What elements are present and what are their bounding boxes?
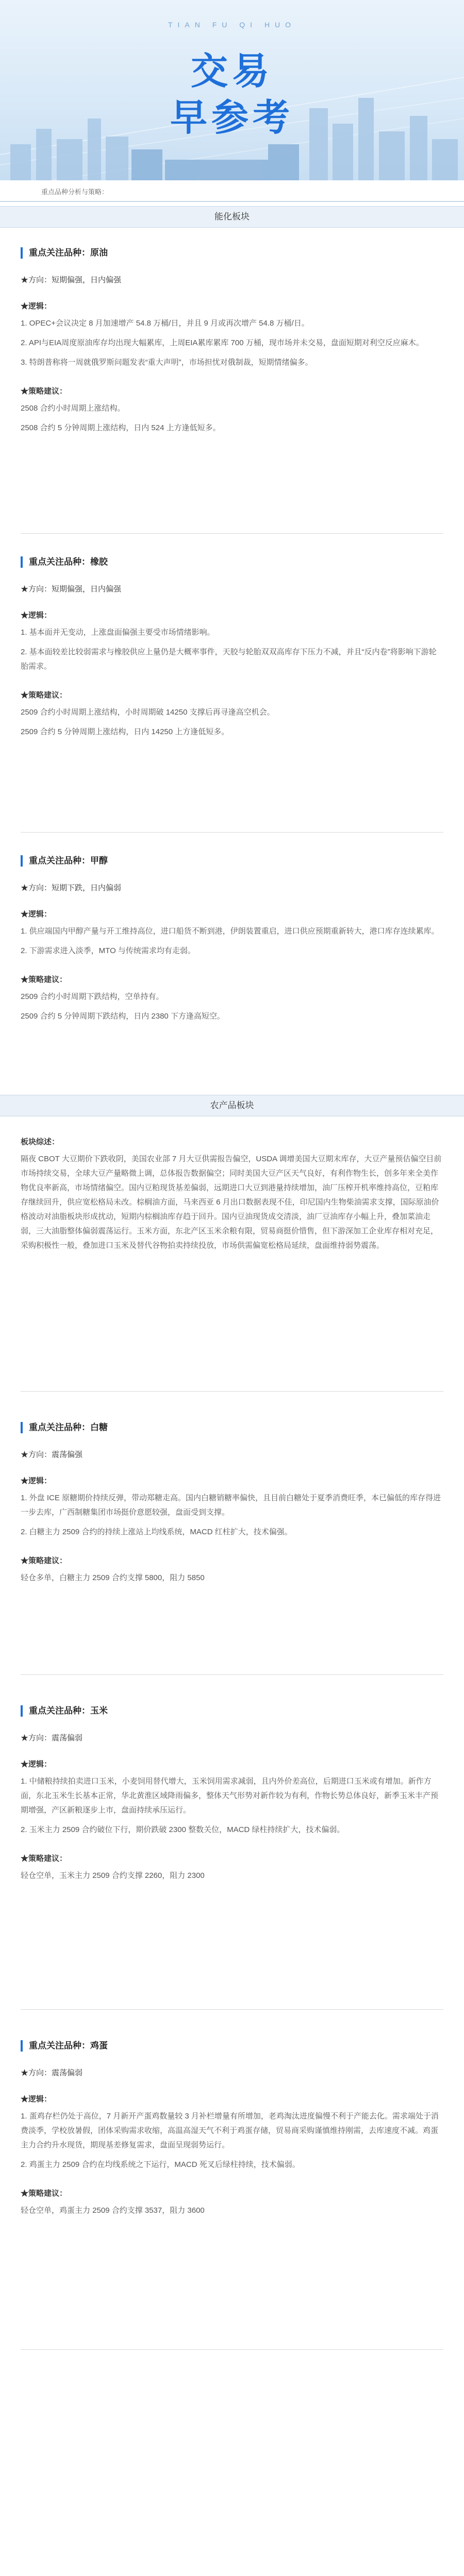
rubber-logic-label: ★逻辑： [21,611,52,620]
egg-logic-1: 1. 蛋鸡存栏仍处于高位，7 月新开产蛋鸡数量较 3 月补栏增量有所增加，老鸡淘汰进度偏慢不利于产能去化。需求端处于消费淡季，学校放暑假，团体采购需求收缩，高温高湿天气不利于鸡蛋存储，贸易商采购谨慎维持刚需，去库速度不减。鸡蛋主力合约升水现货，期现基差修复需求，盘面呈现弱势运行。 [21,2112,439,2149]
sugar-logic-label: ★逻辑： [21,1477,52,1485]
sugar-direction: ★方向：震荡偏强 [21,1450,83,1459]
separator [21,1391,443,1392]
sugar-head: 重点关注品种：白糖 [21,1422,443,1433]
top-divider [0,201,464,202]
rubber-strategy-2: 2509 合约 5 分钟周期上涨结构，日内 14250 上方逢低短多。 [21,727,229,736]
egg-head: 重点关注品种：鸡蛋 [21,2040,443,2052]
crude-card [21,247,443,435]
top-note: 重点品种分析与策略： [41,188,109,196]
agri-overview-head: 板块综述： [21,1138,60,1146]
methanol-strategy-2: 2509 合约 5 分钟周期下跌结构，日内 2380 下方逢高短空。 [21,1012,225,1021]
egg-direction: ★方向：震荡偏弱 [21,2069,83,2077]
methanol-head: 重点关注品种：甲醇 [21,855,443,867]
egg-logic-2: 2. 鸡蛋主力 2509 合约在均线系统之下运行，MACD 死叉后绿柱持续，技术偏弱。 [21,2160,300,2169]
separator [21,2349,443,2350]
banner-subtitle: TIAN FU QI HUO [168,21,296,29]
corn-direction: ★方向：震荡偏弱 [21,1734,83,1742]
sugar-card [21,1422,443,1585]
methanol-logic-1: 1. 供应端国内甲醇产量与开工维持高位，进口船货不断到港，伊朗装置重启，进口供应预期重新转大，港口库存连续累库。 [21,927,439,936]
egg-logic-label: ★逻辑： [21,2095,52,2104]
crude-strategy-1: 2508 合约小时周期上涨结构。 [21,404,125,413]
section-energy: 能化板块 [0,206,464,228]
banner-title-main: 交易 [190,51,273,92]
methanol-logic-2: 2. 下游需求进入淡季，MTO 与传统需求均有走弱。 [21,946,195,955]
egg-strategy-1: 轻仓空单，鸡蛋主力 2509 合约支撑 3537，阻力 3600 [21,2206,205,2215]
methanol-strategy-label: ★策略建议： [21,975,68,984]
rubber-strategy-1: 2509 合约小时周期上涨结构，小时周期破 14250 支撑后再寻逢高空机会。 [21,708,275,717]
crude-logic-2: 2. API与EIA周度原油库存均出现大幅累库，上周EIA累库累库 700 万桶，现市场并未交易，盘面短期对利空反应麻木。 [21,338,424,347]
egg-strategy-label: ★策略建议： [21,2189,68,2198]
city-skyline-icon [0,88,464,180]
crude-logic-1: 1. OPEC+会议决定 8 月加速增产 54.8 万桶/日，并且 9 月或再次增产 54.8 万桶/日。 [21,319,309,328]
corn-strategy-label: ★策略建议： [21,1854,68,1863]
sugar-logic-2: 2. 白糖主力 2509 合约的持续上涨站上均线系统，MACD 红柱扩大，技术偏强。 [21,1528,292,1536]
corn-head: 重点关注品种：玉米 [21,1705,443,1717]
rubber-card [21,556,443,739]
sugar-strategy-1: 轻仓多单，白糖主力 2509 合约支撑 5800，阻力 5850 [21,1573,205,1582]
separator [21,832,443,833]
sugar-logic-1: 1. 外盘 ICE 原糖期价持续反弹，带动郑糖走高。国内白糖销糖率偏快，且目前白糖处于夏季消费旺季，本已偏低的库存得进一步去库，广西制糖集团市场挺价意愿较强，盘面受到支撑。 [21,1494,441,1517]
egg-card [21,2040,443,2218]
crude-strategy-label: ★策略建议： [21,387,68,396]
crude-strategy-2: 2508 合约 5 分钟周期上涨结构，日内 524 上方逢低短多。 [21,423,221,432]
corn-logic-2: 2. 玉米主力 2509 合约破位下行，期价跌破 2300 整数关位，MACD 绿柱持续扩大，技术偏弱。 [21,1825,345,1834]
corn-logic-label: ★逻辑： [21,1760,52,1769]
methanol-logic-label: ★逻辑： [21,910,52,919]
methanol-direction: ★方向：短期下跌，日内偏弱 [21,884,122,892]
separator [21,1674,443,1675]
rubber-strategy-label: ★策略建议： [21,691,68,700]
banner-title-secondary: 早参考 [170,97,294,139]
corn-strategy-1: 轻仓空单，玉米主力 2509 合约支撑 2260，阻力 2300 [21,1871,205,1880]
agri-overview-card [21,1136,443,1253]
methanol-card [21,855,443,1024]
crude-logic-3: 3. 特朗普称将一周就俄罗斯问题发表“重大声明”，市场担忧对俄制裁，短期情绪偏多。 [21,358,313,367]
sugar-strategy-label: ★策略建议： [21,1556,68,1565]
rubber-logic-2: 2. 基本面较差比较弱需求与橡胶供应上量仍是大概率事件，天胶与轮胎双双高库存下压力不减，并且“反内卷”将影响下游轮胎需求。 [21,648,437,671]
separator [21,2009,443,2010]
section-agri: 农产品板块 [0,1095,464,1116]
crude-logic-label: ★逻辑： [21,302,52,311]
corn-logic-1: 1. 中储粮持续拍卖进口玉米，小麦饲用替代增大，玉米饲用需求减弱，且内外价差高位，后期进口玉米或有增加。新作方面，东北玉米生长基本正常，华北黄淮区域降雨偏多，整体天气形势对新作较为有利，作物长势总体良好，新季玉米丰产预期增强，产区新粮逐步上市，盘面持续承压运行。 [21,1777,439,1815]
rubber-head: 重点关注品种：橡胶 [21,556,443,568]
separator [21,533,443,534]
methanol-strategy-1: 2509 合约小时周期下跌结构，空单持有。 [21,992,164,1001]
crude-direction: ★方向：短期偏强，日内偏强 [21,276,122,284]
rubber-logic-1: 1. 基本面并无变动，上涨盘面偏强主要受市场情绪影响。 [21,628,215,637]
agri-overview-text: 隔夜 CBOT 大豆期价下跌收阴，美国农业部 7 月大豆供需报告偏空，USDA 调增美国大豆期末库存，大豆产量预估偏空目前市场持续交易，全球大豆产量略微上调，总体报告数据偏空；同时美国大豆产区天气良好，有利作物生长，创多年来全美作物优良率新高，市场情绪偏空。国内豆粕现货基差偏弱，远期进口大豆到港量持续增加，油厂压榨开机率维持高位，豆粕库存继续回升，供应宽松格局未改。棕榈油方面，马来西亚 6 月出口数据表现不佳，印尼国内生物柴油需求支撑，国际原油价格波动对油脂板块形成扰动，短期内棕榈油库存趋于回升。国内豆油现货成交清淡，油厂豆油库存小幅上升，叠加菜油走弱，三大油脂整体偏弱震荡运行。玉米方面，东北产区玉米余粮有限，贸易商挺价惜售，但下游深加工企业库存相对充足，采购积极性一般，叠加进口玉米及替代谷物拍卖持续投放，市场供需偏宽松格局延续，盘面维持弱势震荡。 [21,1155,442,1250]
rubber-direction: ★方向：短期偏强，日内偏强 [21,585,122,594]
corn-card [21,1705,443,1883]
crude-head: 重点关注品种：原油 [21,247,443,259]
header-banner [0,0,464,180]
